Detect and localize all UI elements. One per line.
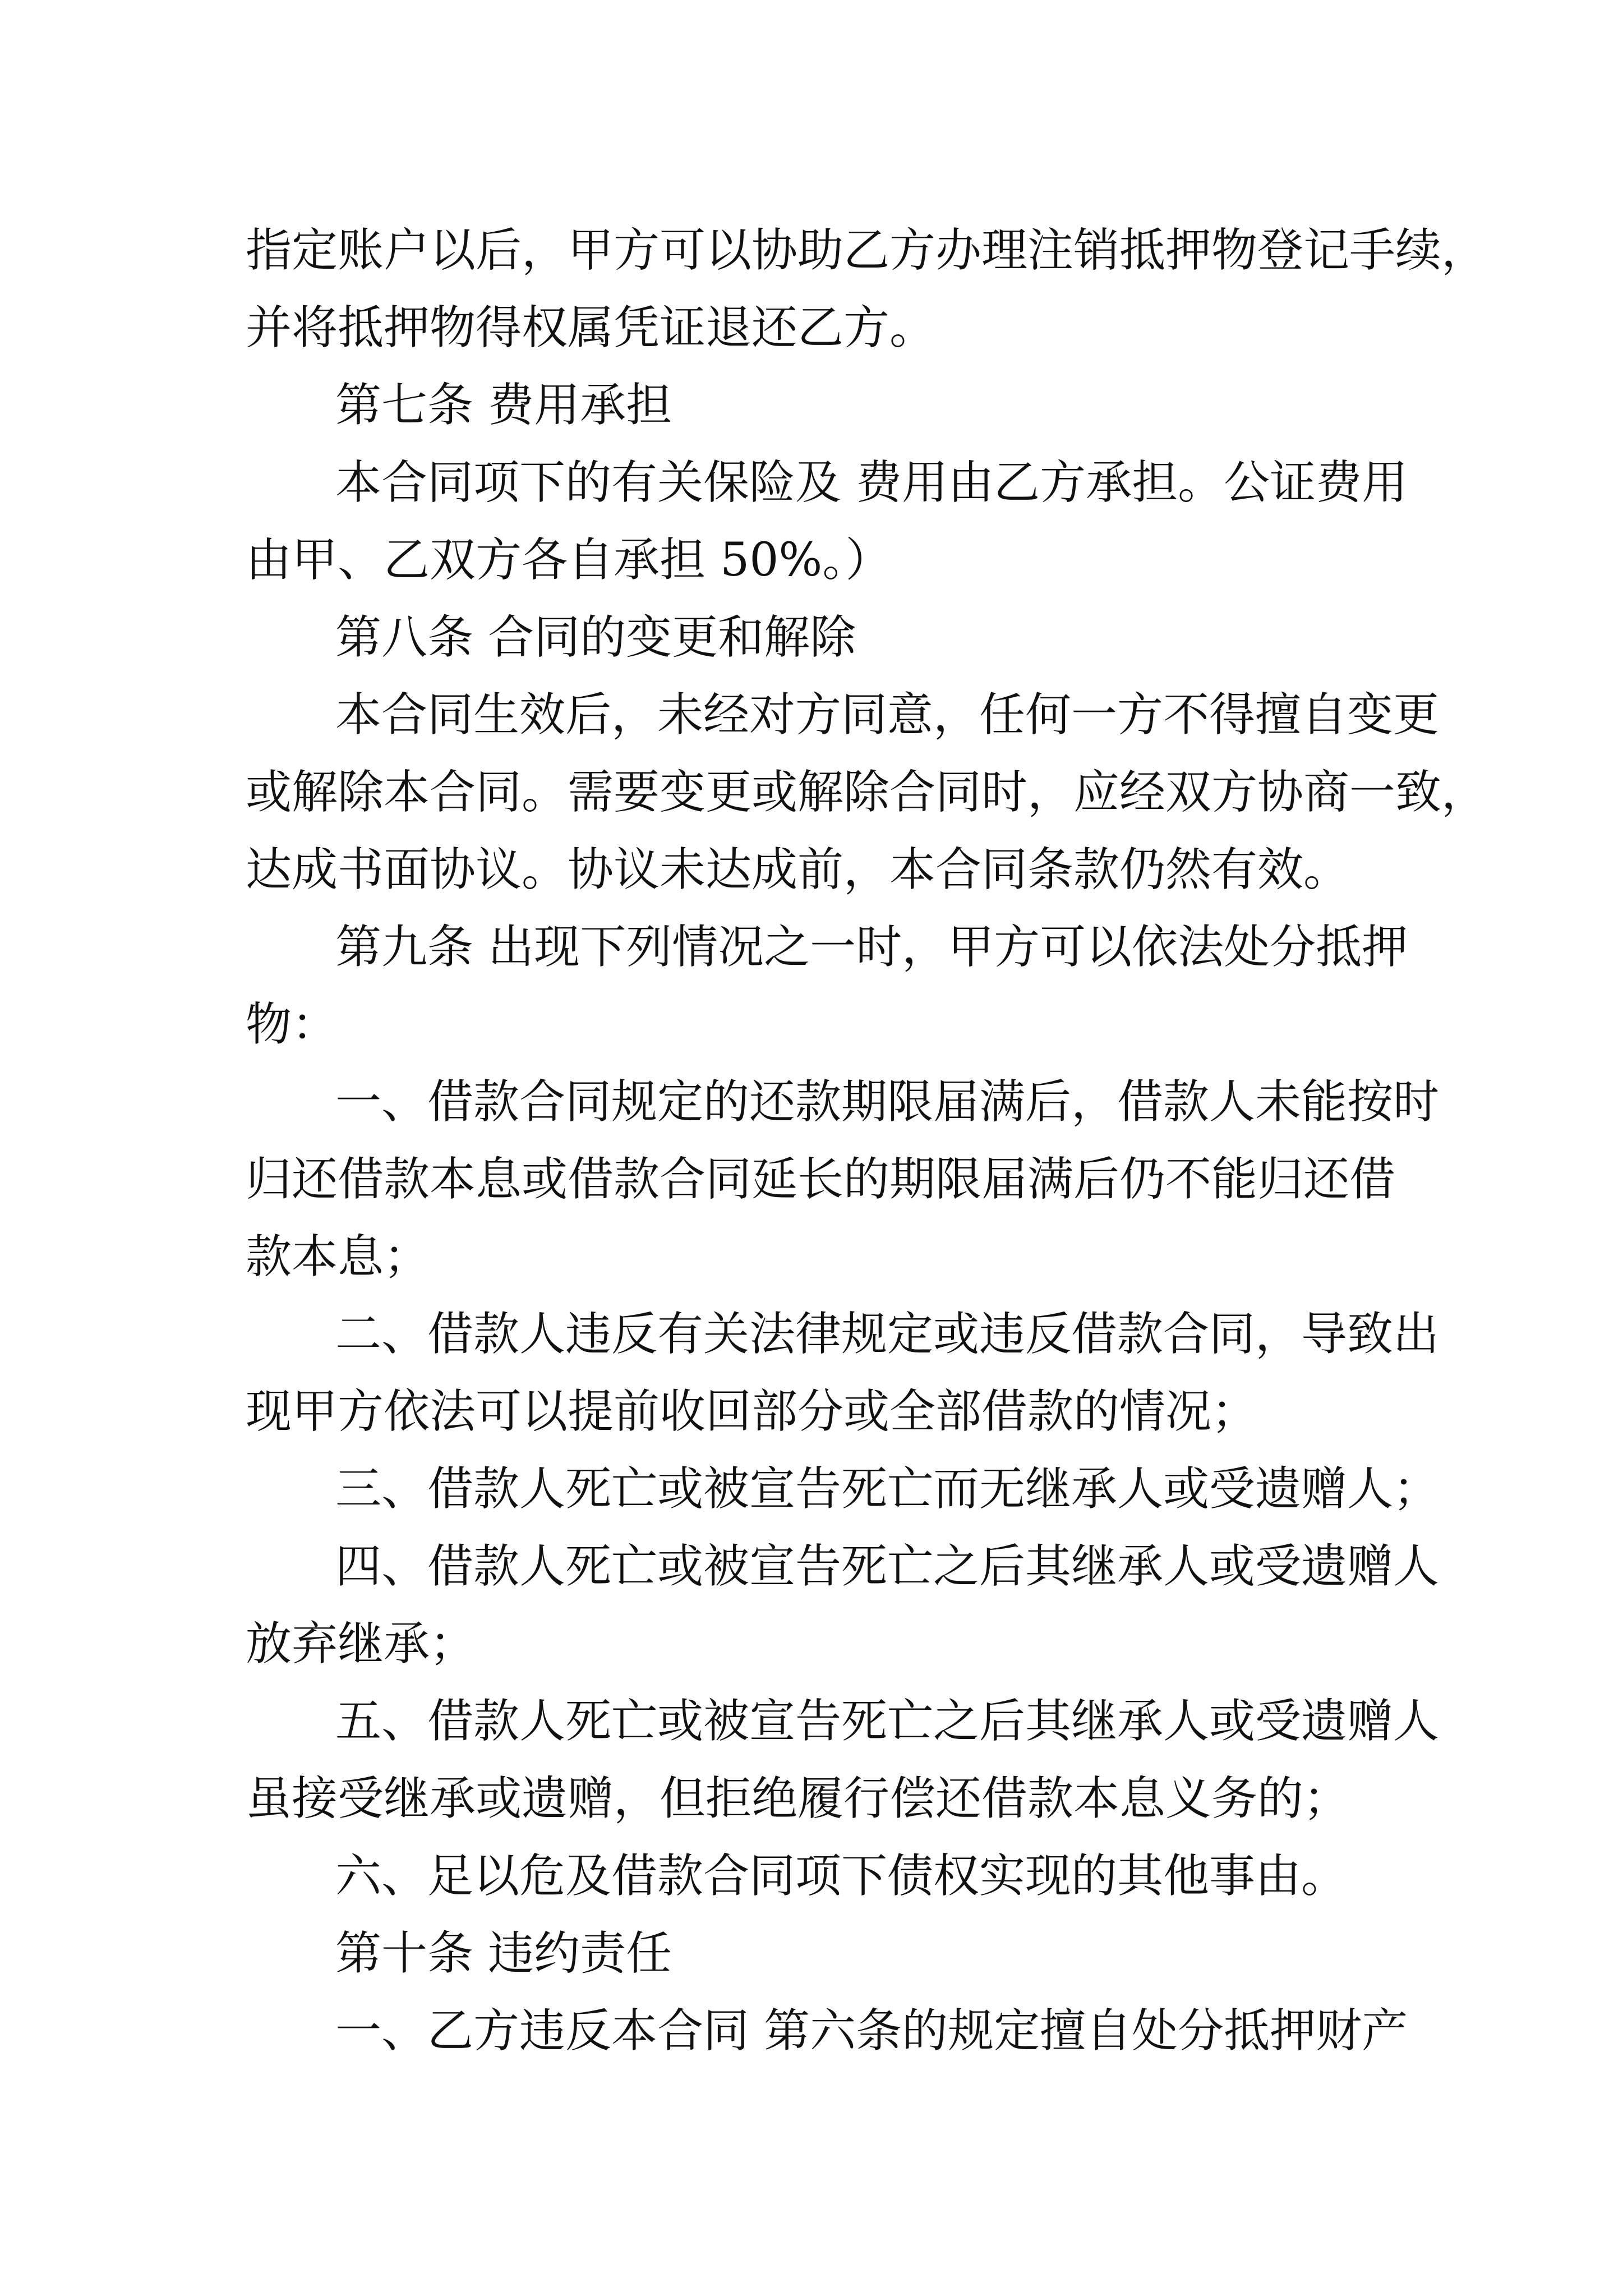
section-heading-8: 第八条 合同的变更和解除 xyxy=(335,611,856,664)
text-line-21: 虽接受继承或遗赠，但拒绝履行偿还借款本息义务的； xyxy=(246,1772,1350,1825)
list-item-4: 四、借款人死亡或被宣告死亡之后其继承人或受遗赠人 xyxy=(335,1540,1440,1593)
text-line-16: 现甲方依法可以提前收回部分或全部借款的情况； xyxy=(246,1385,1258,1438)
list-item-2: 二、借款人违反有关法律规定或违反借款合同，导致出 xyxy=(335,1308,1440,1361)
text-line-13: 归还借款本息或借款合同延长的期限届满后仍不能归还借 xyxy=(246,1153,1396,1206)
section-heading-10: 第十条 违约责任 xyxy=(335,1927,672,1980)
text-line-2: 并将抵押物得权属凭证退还乙方。 xyxy=(246,301,936,355)
text-line-11: 物： xyxy=(246,998,338,1051)
list-item-5: 五、借款人死亡或被宣告死亡之后其继承人或受遗赠人 xyxy=(335,1695,1440,1748)
text-line-5: 由甲、乙双方各自承担 50%。） xyxy=(246,533,892,587)
list-item-3: 三、借款人死亡或被宣告死亡而无继承人或受遗赠人； xyxy=(335,1462,1440,1516)
section-heading-9: 第九条 出现下列情况之一时，甲方可以依法处分抵押 xyxy=(335,921,1408,974)
text-line-4: 本合同项下的有关保险及 费用由乙方承担。公证费用 xyxy=(335,456,1408,509)
text-line-1: 指定账户以后，甲方可以协助乙方办理注销抵押物登记手续， xyxy=(246,224,1488,277)
text-line-14: 款本息； xyxy=(246,1230,430,1283)
text-line-7: 本合同生效后，未经对方同意，任何一方不得擅自变更 xyxy=(335,688,1440,742)
text-line-8: 或解除本合同。需要变更或解除合同时，应经双方协商一致， xyxy=(246,766,1488,819)
text-line-24: 一、乙方违反本合同 第六条的规定擅自处分抵押财产 xyxy=(335,2004,1408,2058)
list-item-1: 一、借款合同规定的还款期限届满后，借款人未能按时 xyxy=(335,1075,1440,1129)
list-item-6: 六、足以危及借款合同项下债权实现的其他事由。 xyxy=(335,1849,1348,1903)
text-line-9: 达成书面协议。协议未达成前，本合同条款仍然有效。 xyxy=(246,843,1350,896)
section-heading-7: 第七条 费用承担 xyxy=(335,379,672,432)
text-line-19: 放弃继承； xyxy=(246,1617,476,1671)
